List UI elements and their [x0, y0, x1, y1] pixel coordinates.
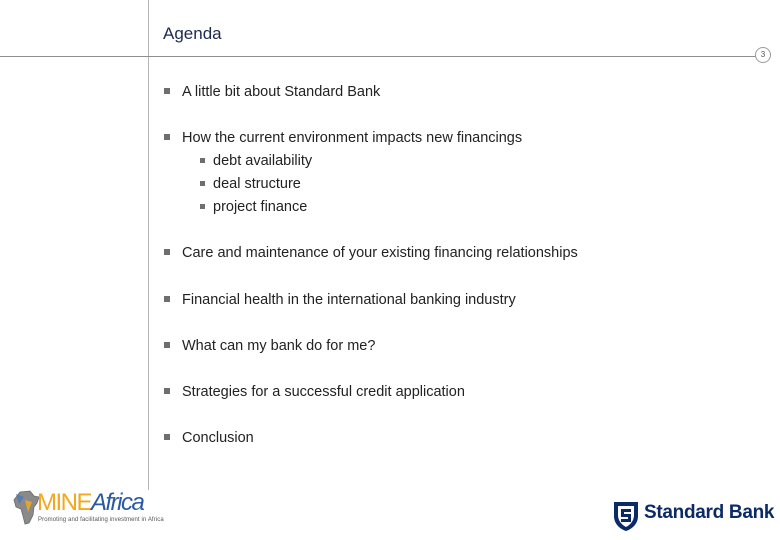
agenda-sub-item: [200, 153, 312, 169]
agenda-sub-item: [200, 176, 301, 192]
mineafrica-wordmark: MINEAfrica: [37, 489, 144, 516]
slide-title: Agenda: [163, 24, 222, 43]
agenda-item: [164, 384, 465, 400]
square-bullet-icon: [200, 181, 205, 186]
mineafrica-logo: [12, 488, 164, 528]
square-bullet-icon: [164, 342, 170, 348]
agenda-item-label: Financial health in the international banking industry: [182, 292, 516, 308]
square-bullet-icon: [164, 434, 170, 440]
shield-icon: [612, 500, 640, 532]
agenda-item: [164, 84, 380, 100]
square-bullet-icon: [164, 296, 170, 302]
square-bullet-icon: [164, 134, 170, 140]
square-bullet-icon: [200, 204, 205, 209]
agenda-item: [164, 430, 254, 446]
page-number-badge: 3: [755, 47, 771, 63]
standard-bank-wordmark: Standard Bank: [644, 502, 775, 523]
agenda-item-label: How the current environment impacts new financings: [182, 130, 523, 146]
agenda-item: [164, 292, 516, 308]
agenda-item: [164, 338, 375, 354]
square-bullet-icon: [164, 388, 170, 394]
agenda-sub-item-label: deal structure: [213, 176, 301, 192]
square-bullet-icon: [200, 158, 205, 163]
agenda-item: [164, 245, 578, 261]
square-bullet-icon: [164, 88, 170, 94]
agenda-item-label: Conclusion: [182, 430, 254, 446]
vertical-divider: [148, 0, 149, 490]
agenda-sub-item-label: project finance: [213, 199, 308, 215]
mineafrica-tagline: Promoting and facilitating investment in Africa: [38, 517, 164, 523]
agenda-sub-item: [200, 199, 307, 215]
agenda-sub-item-label: debt availability: [213, 153, 313, 169]
agenda-item-label: Care and maintenance of your existing financing relationships: [182, 245, 578, 261]
agenda-item-label: What can my bank do for me?: [182, 338, 376, 354]
agenda-item: [164, 130, 522, 146]
agenda-item-label: A little bit about Standard Bank: [182, 84, 381, 100]
title-underline: [0, 56, 762, 57]
square-bullet-icon: [164, 249, 170, 255]
agenda-item-label: Strategies for a successful credit application: [182, 384, 465, 400]
